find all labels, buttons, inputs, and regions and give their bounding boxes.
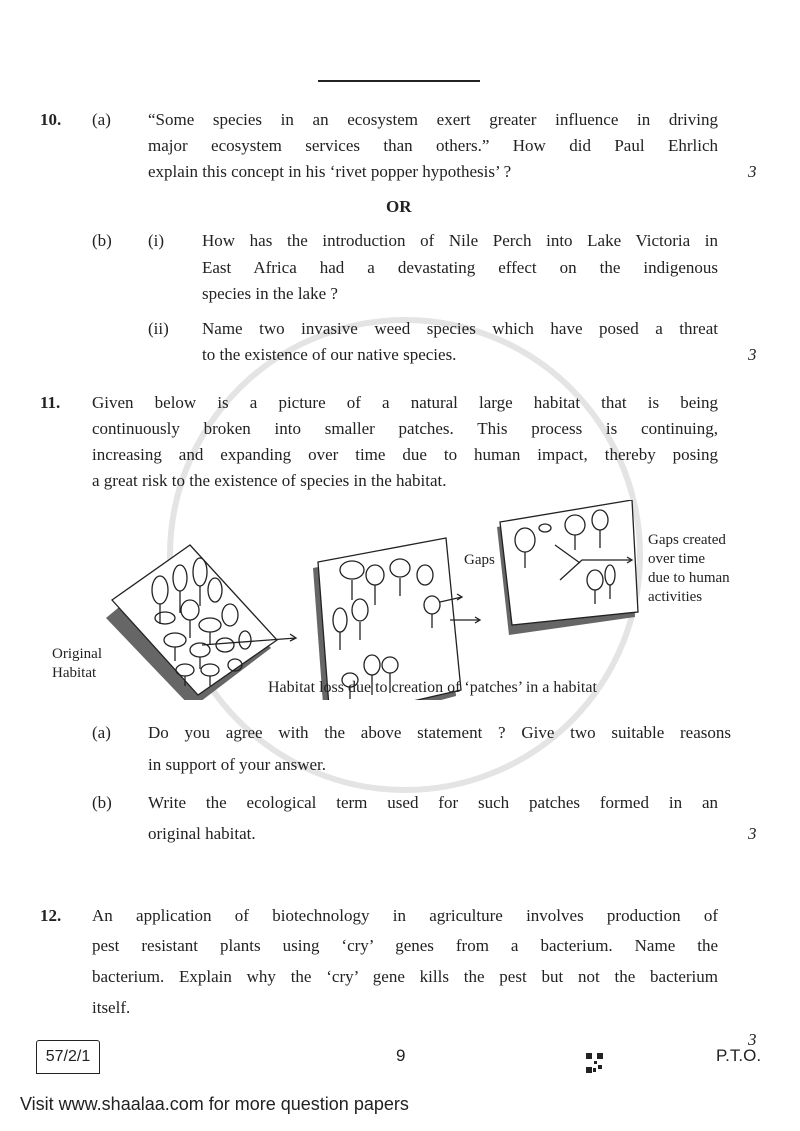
q11-a-label: (a) [92,723,111,742]
q10-b-label: (b) [92,231,112,250]
q12-number: 12. [40,906,62,925]
label-line: Original [52,646,102,662]
q10-bi-line: How has the introduction of Nile Perch into Lake Victoria in [202,231,718,250]
q10-a-line: explain this concept in his ‘rivet popper hypothesis’ ? [148,162,512,181]
q10-bii-line: to the existence of our native species. [202,345,457,364]
q11-line: Given below is a picture of a natural large habitat that is being [92,393,718,412]
label-line: due to human [648,570,730,586]
q11-line: continuously broken into smaller patches. This process is continuing, [92,419,718,438]
q11-b-line: Write the ecological term used for such patches formed in an [148,793,718,812]
patch-panel [313,538,461,700]
q10-number: 10. [40,110,62,129]
original-habitat-label [52,645,102,683]
label-line: over time [648,551,706,567]
q12-marks: 3 [748,1030,757,1049]
paper-code-badge [36,1040,100,1074]
q10-a-line: major ecosystem services than others.” How did Paul Ehrlich [148,136,718,155]
q10-bi-line: East Africa had a devastating effect on the indigenous [202,258,718,277]
q11-a-line: in support of your answer. [148,755,327,774]
q10-bi-label: (i) [148,231,165,250]
q10-a-marks: 3 [748,162,757,181]
q10-bii-label: (ii) [148,319,169,338]
q11-number: 11. [40,393,61,412]
q10-a-label: (a) [92,110,111,129]
q11-line: increasing and expanding over time due to human impact, thereby posing [92,445,718,464]
q10-a-line: “Some species in an ecosystem exert greater influence in driving [148,110,718,129]
label-line: Habitat [52,665,97,681]
gaps-label: Gaps [464,552,495,568]
q11-line: a great risk to the existence of species in the habitat. [92,471,447,490]
pto-label: P.T.O. [716,1046,762,1065]
gaps-created-label [648,531,730,607]
label-line: Gaps created [648,532,726,548]
figure-caption: Habitat loss due to creation of ‘patches’ in a habitat [268,679,597,696]
q12-line: itself. [92,998,131,1017]
or-separator: OR [386,197,412,216]
original-habitat-panel [106,545,277,700]
q10-bii-line: Name two invasive weed species which have posed a threat [202,319,718,338]
label-line: activities [648,589,703,605]
visit-link[interactable]: Visit www.shaalaa.com for more question papers [20,1094,409,1114]
qr-code-icon [586,1053,604,1075]
q11-b-label: (b) [92,793,112,812]
page-number: 9 [396,1046,406,1065]
q11-b-line: original habitat. [148,824,256,843]
q11-marks: 3 [748,824,757,843]
q10-bi-line: species in the lake ? [202,284,338,303]
q12-line: bacterium. Explain why the ‘cry’ gene kills the pest but not the bacterium [92,967,718,986]
fragmented-panel [497,500,638,635]
q12-line: pest resistant plants using ‘cry’ genes from a bacterium. Name the [92,936,718,955]
paper-code: 57/2/1 [45,1048,91,1065]
q11-a-line: Do you agree with the above statement ? Give two suitable reasons [148,723,731,742]
q12-line: An application of biotechnology in agriculture involves production of [92,906,718,925]
top-rule [318,80,480,82]
q10-b-marks: 3 [748,345,757,364]
